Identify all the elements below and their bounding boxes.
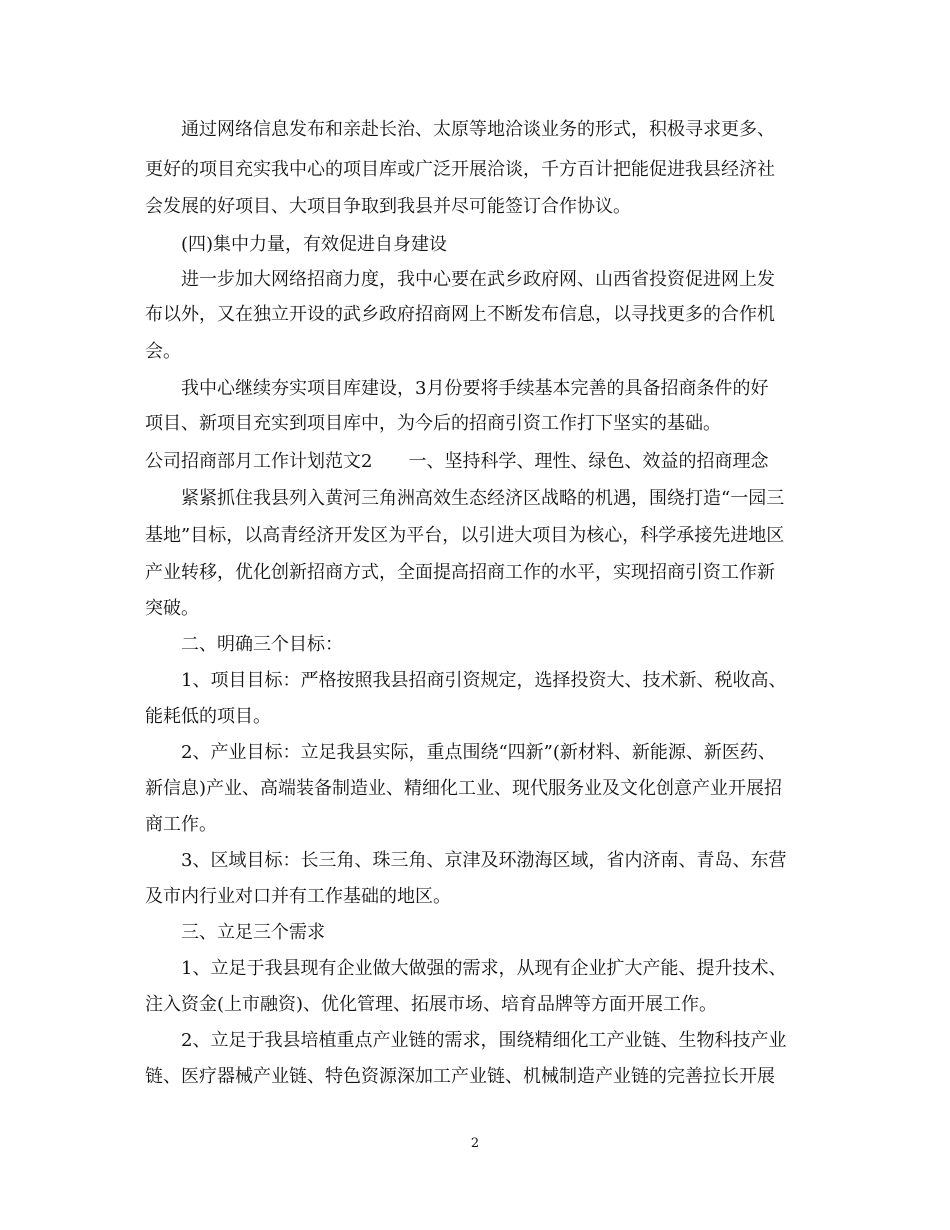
paragraph-line: 及市内行业对口并有工作基础的地区。 [145, 886, 451, 907]
paragraph-line: 能耗低的项目。 [145, 706, 271, 727]
paragraph-line: 会。 [145, 341, 181, 362]
paragraph-line: 链、医疗器械产业链、特色资源深加工产业链、机械制造产业链的完善拉长开展 [145, 1066, 775, 1087]
paragraph-line: 3、区域目标：长三角、珠三角、京津及环渤海区域，省内济南、青岛、东营 [181, 850, 787, 871]
section-heading: 二、明确三个目标： [181, 634, 343, 655]
paragraph-line: 2、产业目标：立足我县实际，重点围绕“四新”(新材料、新能源、新医药、 [181, 742, 776, 763]
paragraph-line: 布以外，又在独立开设的武乡政府招商网上不断发布信息，以寻找更多的合作机 [145, 304, 775, 325]
page-number: 2 [470, 1136, 480, 1151]
paragraph-line: 产业转移，优化创新招商方式，全面提高招商工作的水平，实现招商引资工作新 [145, 562, 775, 583]
document-title-line: 公司招商部月工作计划范文2 一、坚持科学、理性、绿色、效益的招商理念 [145, 451, 769, 472]
paragraph-line: 基地”目标，以高青经济开发区为平台，以引进大项目为核心，科学承接先进地区 [145, 525, 785, 546]
section-heading: 三、立足三个需求 [181, 922, 325, 943]
paragraph-line: 突破。 [145, 598, 199, 619]
paragraph-line: 注入资金(上市融资)、优化管理、拓展市场、培育品牌等方面开展工作。 [145, 994, 718, 1015]
paragraph-line: 通过网络信息发布和亲赴长治、太原等地洽谈业务的形式，积极寻求更多、 [181, 119, 775, 140]
paragraph-line: 新信息)产业、高端装备制造业、精细化工业、现代服务业及文化创意产业开展招 [145, 778, 783, 799]
paragraph-line: 1、项目目标：严格按照我县招商引资规定，选择投资大、技术新、税收高、 [181, 670, 787, 691]
paragraph-line: 我中心继续夯实项目库建设，3月份要将手续基本完善的具备招商条件的好 [181, 378, 769, 399]
paragraph-line: 进一步加大网络招商力度，我中心要在武乡政府网、山西省投资促进网上发 [181, 269, 775, 290]
paragraph-line: 商工作。 [145, 814, 217, 835]
paragraph-line: 项目、新项目充实到项目库中，为今后的招商引资工作打下坚实的基础。 [145, 413, 721, 434]
paragraph-line: 紧紧抓住我县列入黄河三角洲高效生态经济区战略的机遇，围绕打造“一园三 [181, 488, 785, 509]
paragraph-line: 2、立足于我县培植重点产业链的需求，围绕精细化工产业链、生物科技产业 [181, 1030, 787, 1051]
paragraph-line: 更好的项目充实我中心的项目库或广泛开展洽谈，千方百计把能促进我县经济社 [145, 159, 775, 180]
paragraph-line: 1、立足于我县现有企业做大做强的需求，从现有企业扩大产能、提升技术、 [181, 958, 787, 979]
paragraph-line: 会发展的好项目、大项目争取到我县并尽可能签订合作协议。 [145, 196, 631, 217]
section-heading: (四)集中力量，有效促进自身建设 [181, 234, 448, 255]
